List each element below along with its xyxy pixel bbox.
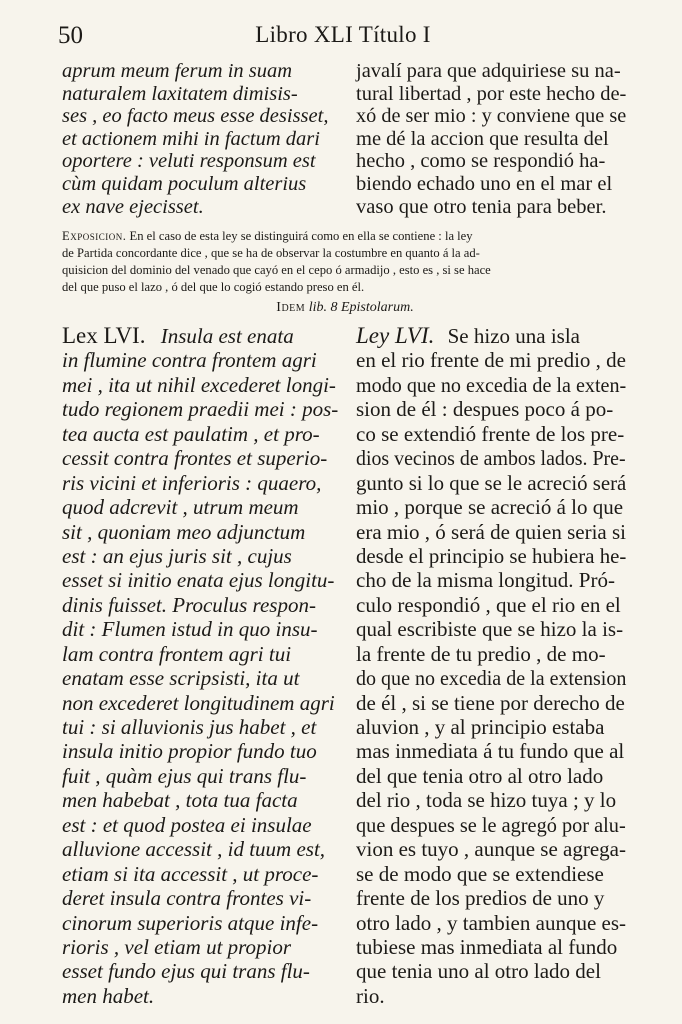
running-header bbox=[58, 22, 628, 52]
text-line: in flumine contra frontem agri bbox=[62, 348, 317, 373]
text-line bbox=[62, 324, 347, 348]
text-line: ris vicini et inferioris : quaero, bbox=[62, 470, 322, 495]
text-line bbox=[356, 324, 626, 348]
running-title: Libro XLI Título I bbox=[255, 22, 431, 47]
text-line: aprum meum ferum in suam bbox=[62, 60, 293, 82]
text-line: modo que no excedia de la exten- bbox=[356, 372, 627, 397]
text-line: lam contra frontem agri tui bbox=[62, 641, 292, 666]
spanish-column-ley-lvi bbox=[356, 324, 626, 1008]
text-line: ses , eo facto meus esse desisset, bbox=[62, 105, 329, 128]
text-line: tural libertad , por este hecho de- bbox=[356, 82, 627, 105]
exposicion-note bbox=[62, 228, 628, 296]
text-line: de Partida concordante dice , que se ha de observar la costumbre en quanto á la ad- bbox=[62, 246, 480, 260]
text-line: gunto si lo que se le acreció será bbox=[356, 470, 627, 495]
ley-label: Ley LVI. bbox=[356, 323, 435, 348]
text-line: alluvione accessit , id tuum est, bbox=[62, 837, 326, 862]
text-line: vaso que otro tenia para beber. bbox=[356, 195, 607, 218]
lex-label: Lex LVI. bbox=[62, 323, 146, 348]
text-line: qual escribiste que se hizo la is- bbox=[356, 617, 624, 642]
text-line: mas inmediata á tu fundo que al bbox=[356, 739, 625, 764]
text-line: ex nave ejecisset. bbox=[62, 195, 204, 218]
text-line: sit , quoniam meo adjunctum bbox=[62, 519, 306, 544]
text-line: desde el principio se hubiera he- bbox=[356, 543, 627, 568]
source-reference bbox=[62, 300, 628, 316]
text-line: est : an ejus juris sit , cujus bbox=[62, 543, 292, 568]
text-line: culo respondió , que el rio en el bbox=[356, 592, 621, 617]
text-line: est : et quod postea ei insulae bbox=[62, 812, 312, 837]
text-line: cùm quidam poculum alterius bbox=[62, 172, 307, 195]
text-line: dios vecinos de ambos lados. Pre- bbox=[356, 446, 626, 471]
text-line: naturalem laxitatem dimisis- bbox=[62, 82, 298, 105]
text-line: era mio , ó será de quien seria si bbox=[356, 519, 626, 544]
text-line: tui : si alluvionis jus habet , et bbox=[62, 715, 317, 739]
reference-author: Idem bbox=[276, 300, 306, 315]
text-line: que despues se le agregó por alu- bbox=[356, 812, 626, 837]
note-text: En el caso de esta ley se distinguirá como en ella se contiene : la ley bbox=[129, 229, 473, 243]
lex-text: Insula est enata bbox=[160, 324, 294, 348]
text-line: mio , porque se acreció á lo que bbox=[356, 495, 624, 520]
ley-text: Se hizo una isla bbox=[447, 324, 580, 348]
text-line: fuit , quàm ejus qui trans flu- bbox=[62, 763, 307, 788]
text-line: cessit contra frontes et superio- bbox=[62, 446, 328, 471]
text-line: deret insula contra frontes vi- bbox=[62, 886, 312, 911]
text-line: que tenia uno al otro lado del bbox=[356, 959, 601, 984]
text-line: de él , si se tiene por derecho de bbox=[356, 690, 625, 715]
text-line: del que tenia otro al otro lado bbox=[356, 763, 604, 788]
text-line: rio. bbox=[356, 983, 385, 1008]
text-line: biendo echado uno en el mar el bbox=[356, 172, 613, 195]
latin-column-lex-lvi bbox=[62, 324, 347, 1008]
text-line: quisicion del dominio del venado que cayó en el cepo ó armadijo , esto es , si se hace bbox=[62, 263, 491, 277]
text-line: dit : Flumen istud in quo insu- bbox=[62, 617, 318, 642]
text-line: frente de los predios de uno y bbox=[356, 886, 605, 911]
text-line: tudo regionem praedii mei : pos- bbox=[62, 397, 339, 422]
text-line: co se extendió frente de los pre- bbox=[356, 421, 625, 446]
page-number: 50 bbox=[58, 22, 83, 49]
text-line: esset si initio enata ejus longitu- bbox=[62, 568, 335, 593]
spanish-column-top bbox=[356, 60, 626, 218]
reference-work: lib. 8 Epistolarum. bbox=[308, 300, 414, 315]
text-line: mei , ita ut nihil excederet longi- bbox=[62, 372, 336, 397]
text-line: sion de él : despues poco á po- bbox=[356, 397, 614, 422]
text-line: esset fundo ejus qui trans flu- bbox=[62, 959, 310, 984]
text-line: tubiese mas inmediata al fundo bbox=[356, 934, 618, 959]
text-line: cinorum superioris atque infe- bbox=[62, 910, 319, 935]
text-line: et actionem mihi in factum dari bbox=[62, 127, 320, 150]
text-line: oportere : veluti responsum est bbox=[62, 150, 316, 173]
text-line: rioris , vel etiam ut propior bbox=[62, 934, 292, 959]
text-line: se de modo que se extendiese bbox=[356, 861, 604, 886]
text-line: otro lado , y tambien aunque es- bbox=[356, 910, 627, 935]
text-line: men habet. bbox=[62, 983, 155, 1008]
text-line: tea aucta est paulatim , et pro- bbox=[62, 421, 320, 446]
text-line: la frente de tu predio , de mo- bbox=[356, 641, 606, 666]
text-line: me dé la accion que resulta del bbox=[356, 127, 609, 150]
text-line: insula initio propior fundo tuo bbox=[62, 739, 317, 764]
text-line: aluvion , y al principio estaba bbox=[356, 715, 605, 739]
text-line: do que no excedia de la extension bbox=[356, 666, 627, 691]
text-line: enatam esse scripsisti, ita ut bbox=[62, 666, 300, 691]
text-line bbox=[62, 228, 628, 245]
text-line: cho de la misma longitud. Pró- bbox=[356, 568, 615, 593]
text-line: en el rio frente de mi predio , de bbox=[356, 348, 626, 373]
exposicion-label: Exposicion. bbox=[62, 229, 127, 243]
text-line: vion es tuyo , aunque se agrega- bbox=[356, 837, 626, 862]
latin-column-top bbox=[62, 60, 347, 218]
text-line: etiam si ita accessit , ut proce- bbox=[62, 861, 319, 886]
text-line: del rio , toda se hizo tuya ; y lo bbox=[356, 788, 617, 813]
text-line: hecho , como se respondió ha- bbox=[356, 150, 606, 173]
text-line: del que puso el lazo , ó del que lo cogió estando preso en él. bbox=[62, 280, 365, 294]
text-line: xó de ser mio : y conviene que se bbox=[356, 105, 627, 128]
text-line: dinis fuisset. Proculus respon- bbox=[62, 592, 316, 617]
text-line: quod adcrevit , utrum meum bbox=[62, 495, 299, 520]
text-line: non excederet longitudinem agri bbox=[62, 690, 335, 715]
text-line: men habebat , tota tua facta bbox=[62, 788, 298, 813]
text-line: javalí para que adquiriese su na- bbox=[356, 60, 621, 82]
